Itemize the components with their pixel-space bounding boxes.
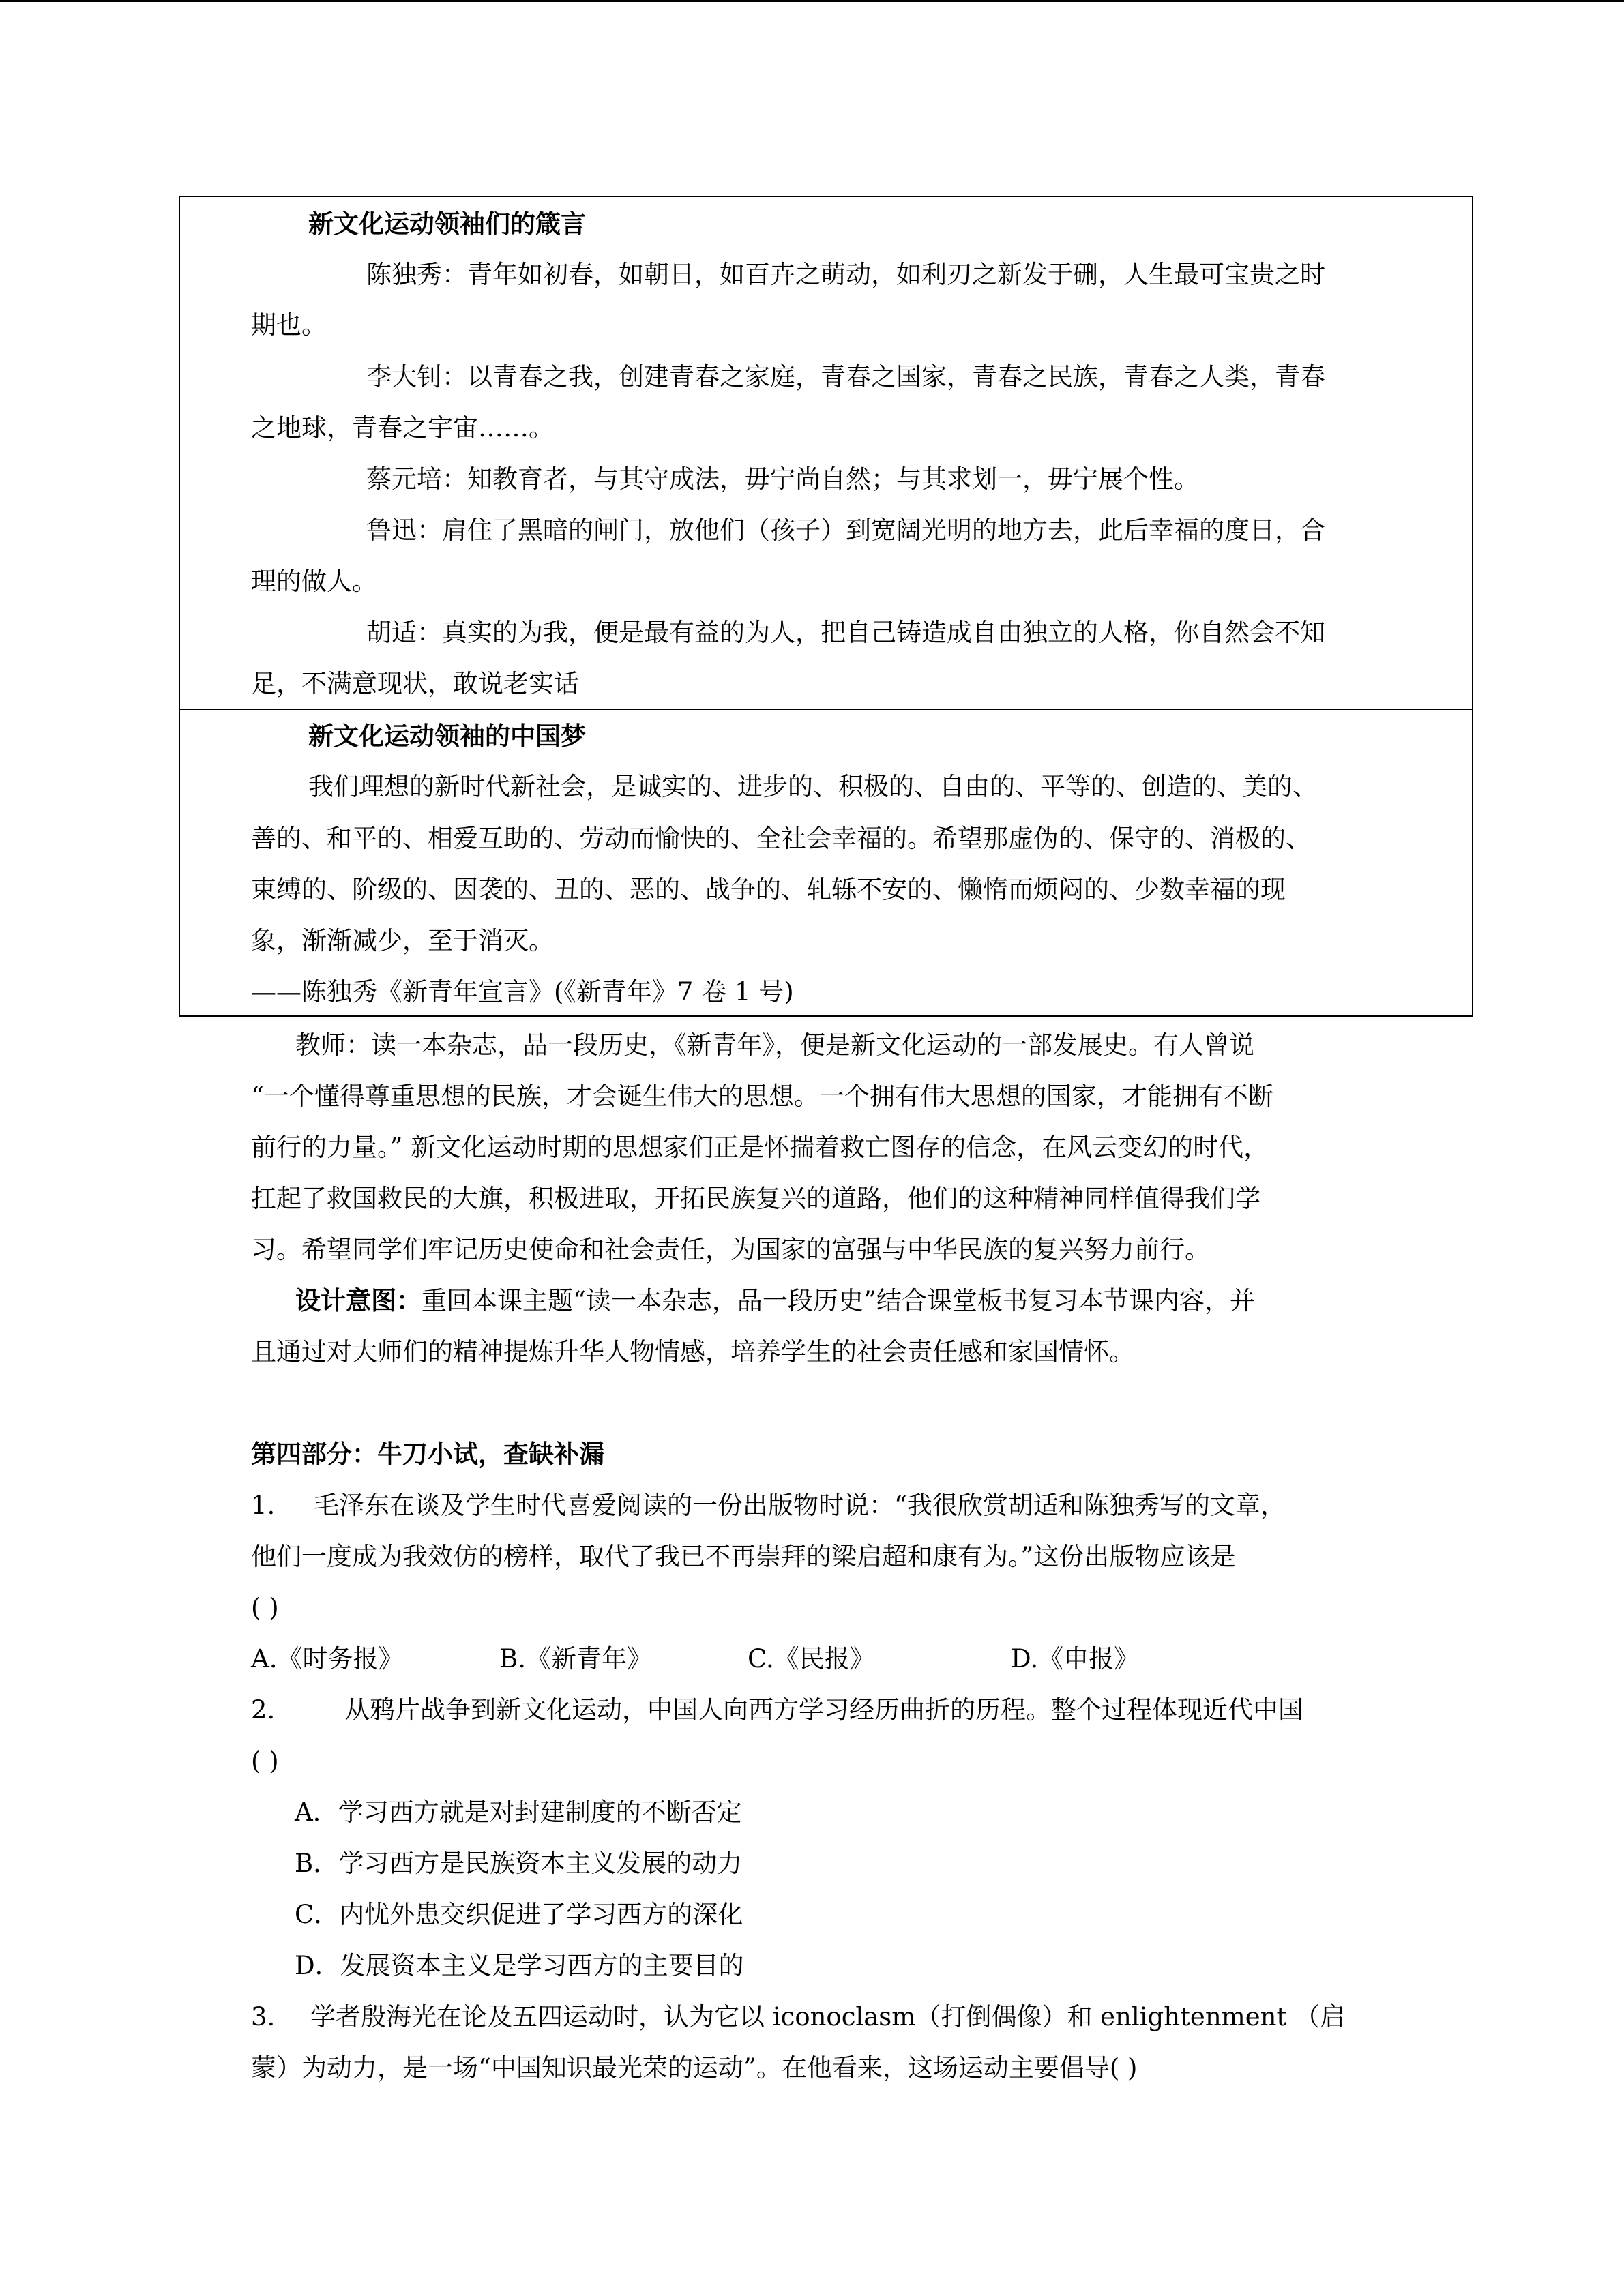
question-text: 毛泽东在谈及学生时代喜爱阅读的一份出版物时说：“我很欣赏胡适和陈独秀写的文章， [314, 1491, 1286, 1520]
teacher-line: 前行的力量。” 新文化运动时期的思想家们正是怀揣着救亡图存的信念，在风云变幻的时代， [251, 1133, 1269, 1162]
option-d: D.《申报》 [1011, 1644, 1140, 1673]
option-c: C.《民报》 [748, 1644, 875, 1673]
quote-line: 之地球，青春之宇宙……。 [251, 413, 554, 443]
question-text: 学者殷海光在论及五四运动时，认为它以 iconoclasm（打倒偶像）和 enlightenment （启 [310, 2002, 1346, 2031]
teacher-line: 扛起了救国救民的大旗，积极进取，开拓民族复兴的道路，他们的这种精神同样值得我们学 [251, 1184, 1260, 1213]
question-text: 他们一度成为我效仿的榜样，取代了我已不再崇拜的梁启超和康有为。”这份出版物应该是 [251, 1542, 1236, 1571]
design-intent-label: 设计意图： [295, 1285, 422, 1315]
question-text: 从鸦片战争到新文化运动，中国人向西方学习经历曲折的历程。整个过程体现近代中国 [344, 1695, 1303, 1725]
option-b: B.《新青年》 [499, 1644, 652, 1673]
dream-box [179, 709, 1473, 1017]
design-intent-line [295, 1285, 1255, 1315]
dream-source: ——陈独秀《新青年宣言》(《新青年》7 卷 1 号) [251, 977, 794, 1007]
answer-blank: ( ) [251, 1593, 279, 1622]
quote-line: 期也。 [251, 310, 327, 340]
dream-line: 象，渐渐减少，至于消灭。 [251, 926, 554, 955]
question-number: 2. [251, 1695, 276, 1725]
option-a: A.《时务报》 [251, 1644, 404, 1673]
quote-line: 陈独秀：青年如初春，如朝日，如百卉之萌动，如利刃之新发于硎，人生最可宝贵之时 [366, 260, 1325, 289]
quote-line: 鲁迅：肩住了黑暗的闸门，放他们（孩子）到宽阔光明的地方去，此后幸福的度日，合 [366, 516, 1325, 545]
page-top-border [0, 0, 1624, 2]
quote-line: 足，不满意现状，敢说老实话 [251, 669, 579, 698]
dream-line: 我们理想的新时代新社会，是诚实的、进步的、积极的、自由的、平等的、创造的、美的、 [308, 772, 1318, 801]
dream-line: 束缚的、阶级的、因袭的、丑的、恶的、战争的、轧轹不安的、懒惰而烦闷的、少数幸福的现 [251, 875, 1286, 904]
quote-line: 蔡元培：知教育者，与其守成法，毋宁尚自然；与其求划一，毋宁展个性。 [366, 464, 1199, 494]
option-d: D．发展资本主义是学习西方的主要目的 [295, 1951, 744, 1980]
option-c: C．内忧外患交织促进了学习西方的深化 [295, 1900, 743, 1929]
quote-line: 胡适：真实的为我，便是最有益的为人，把自己铸造成自由独立的人格，你自然会不知 [366, 618, 1325, 647]
question-number: 1. [251, 1491, 276, 1520]
quote-line: 理的做人。 [251, 567, 377, 596]
dream-box-title: 新文化运动领袖的中国梦 [308, 721, 586, 751]
teacher-line: 习。希望同学们牢记历史使命和社会责任，为国家的富强与中华民族的复兴努力前行。 [251, 1235, 1210, 1264]
question-number: 3. [251, 2002, 276, 2031]
answer-blank: ( ) [251, 1746, 279, 1776]
section-heading: 第四部分：牛刀小试，查缺补漏 [251, 1439, 604, 1469]
teacher-line: 教师：读一本杂志，品一段历史，《新青年》，便是新文化运动的一部发展史。有人曾说 [295, 1030, 1254, 1060]
option-a: A．学习西方就是对封建制度的不断否定 [295, 1798, 742, 1827]
quote-line: 李大钊：以青春之我，创建青春之家庭，青春之国家，青春之民族，青春之人类，青春 [366, 362, 1325, 391]
design-intent-line: 且通过对大师们的精神提炼升华人物情感，培养学生的社会责任感和家国情怀。 [251, 1337, 1134, 1367]
teacher-line: “一个懂得尊重思想的民族，才会诞生伟大的思想。一个拥有伟大思想的国家，才能拥有不断 [251, 1082, 1273, 1111]
option-b: B．学习西方是民族资本主义发展的动力 [295, 1849, 743, 1878]
quotes-box-title: 新文化运动领袖们的箴言 [308, 209, 586, 239]
question-text: 蒙）为动力，是一场“中国知识最光荣的运动”。在他看来，这场运动主要倡导( ) [251, 2053, 1138, 2083]
design-intent-text: 重回本课主题“读一本杂志，品一段历史”结合课堂板书复习本节课内容，并 [422, 1286, 1255, 1315]
dream-line: 善的、和平的、相爱互助的、劳动而愉快的、全社会幸福的。希望那虚伪的、保守的、消极的、 [251, 824, 1311, 853]
